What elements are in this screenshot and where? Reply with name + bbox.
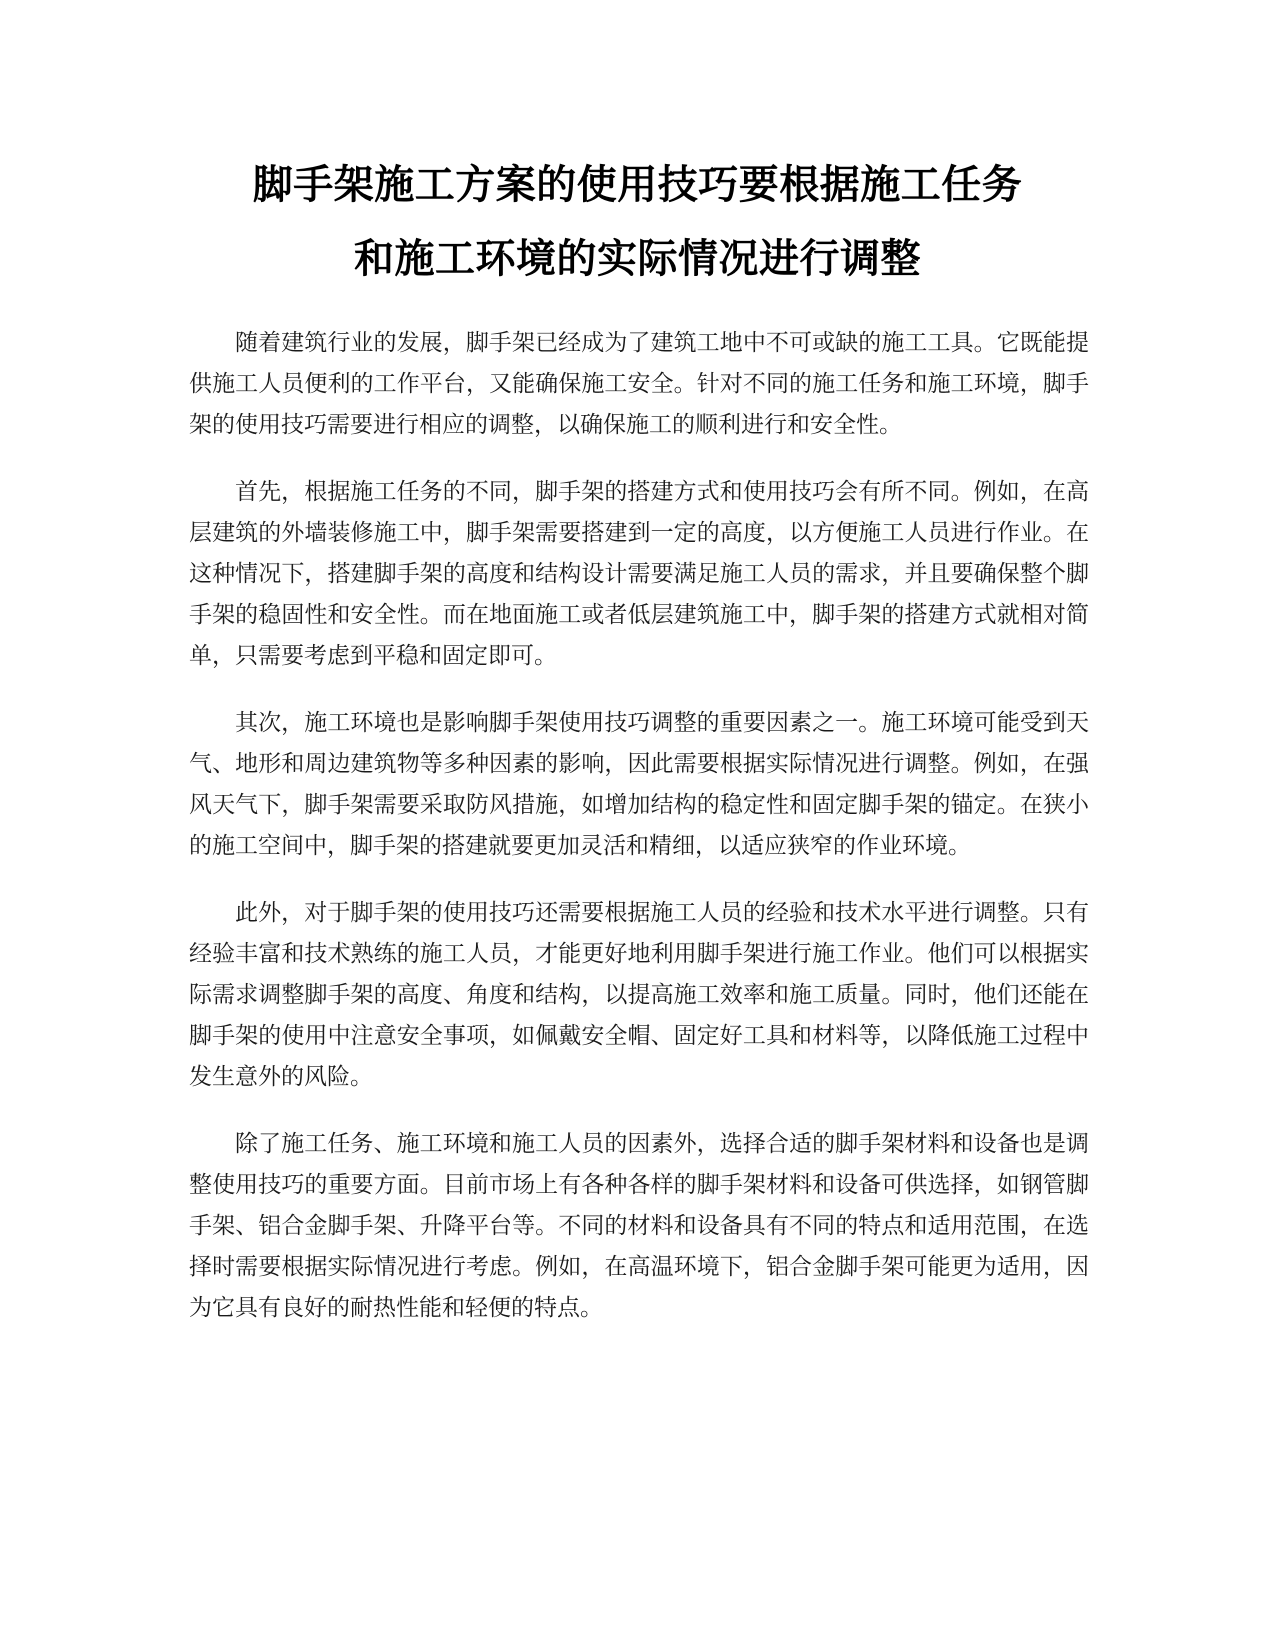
title-line-2: 和施工环境的实际情况进行调整 [354, 236, 921, 282]
document-title [180, 148, 1095, 296]
paragraph-5: 除了施工任务、施工环境和施工人员的因素外，选择合适的脚手架材料和设备也是调整使用技巧的重要方面。目前市场上有各种各样的脚手架材料和设备可供选择，如钢管脚手架、铝合金脚手架、升降平台等。不同的材料和设备具有不同的特点和适用范围，在选择时需要根据实际情况进行考虑。例如，在高温环境下，铝合金脚手架可能更为适用，因为它具有良好的耐热性能和轻便的特点。 [189, 1131, 1089, 1321]
document-body [189, 323, 1089, 1355]
title-line-1: 脚手架施工方案的使用技巧要根据施工任务 [252, 162, 1023, 208]
paragraph-3: 其次，施工环境也是影响脚手架使用技巧调整的重要因素之一。施工环境可能受到天气、地形和周边建筑物等多种因素的影响，因此需要根据实际情况进行调整。例如，在强风天气下，脚手架需要采取防风措施，如增加结构的稳定性和固定脚手架的锚定。在狭小的施工空间中，脚手架的搭建就要更加灵活和精细，以适应狭窄的作业环境。 [189, 710, 1089, 859]
paragraph-4: 此外，对于脚手架的使用技巧还需要根据施工人员的经验和技术水平进行调整。只有经验丰富和技术熟练的施工人员，才能更好地利用脚手架进行施工作业。他们可以根据实际需求调整脚手架的高度、角度和结构，以提高施工效率和施工质量。同时，他们还能在脚手架的使用中注意安全事项，如佩戴安全帽、固定好工具和材料等，以降低施工过程中发生意外的风险。 [189, 900, 1089, 1090]
paragraph-2: 首先，根据施工任务的不同，脚手架的搭建方式和使用技巧会有所不同。例如，在高层建筑的外墙装修施工中，脚手架需要搭建到一定的高度，以方便施工人员进行作业。在这种情况下，搭建脚手架的高度和结构设计需要满足施工人员的需求，并且要确保整个脚手架的稳固性和安全性。而在地面施工或者低层建筑施工中，脚手架的搭建方式就相对简单，只需要考虑到平稳和固定即可。 [189, 479, 1089, 669]
paragraph-1: 随着建筑行业的发展，脚手架已经成为了建筑工地中不可或缺的施工工具。它既能提供施工人员便利的工作平台，又能确保施工安全。针对不同的施工任务和施工环境，脚手架的使用技巧需要进行相应的调整，以确保施工的顺利进行和安全性。 [189, 330, 1089, 438]
